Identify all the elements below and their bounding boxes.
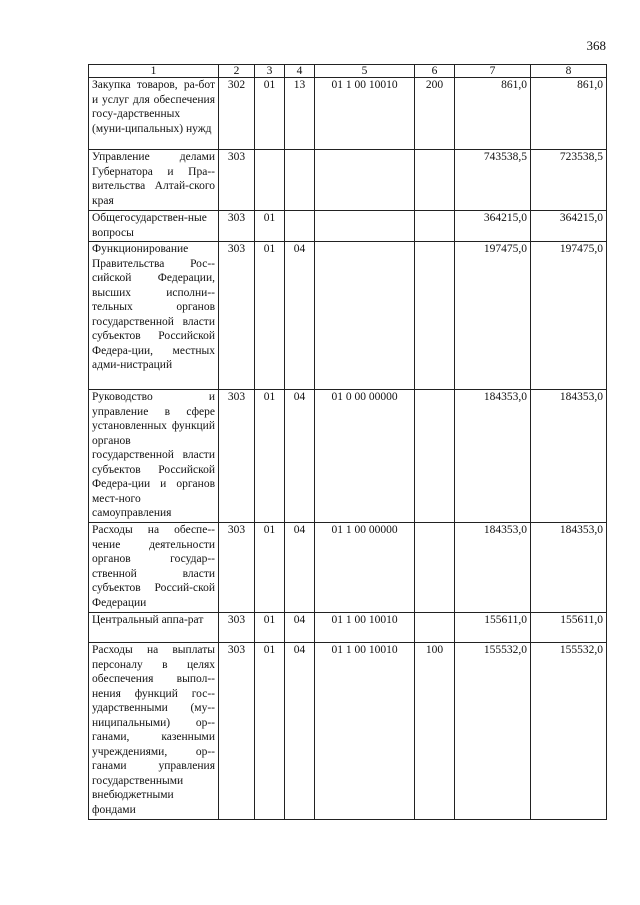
expense-type-cell: 100 (415, 643, 455, 820)
target-article-cell: 01 1 00 00000 (315, 523, 415, 613)
column-header: 8 (531, 65, 607, 78)
section-code-cell: 01 (255, 242, 285, 390)
column-header: 6 (415, 65, 455, 78)
ministry-code-cell: 303 (219, 211, 255, 242)
section-code-cell: 01 (255, 523, 285, 613)
amount-year1-cell: 184353,0 (455, 390, 531, 523)
row-name-cell: Расходы на обеспе-чение деятельности органов государ-ственной власти субъектов Россий-ской Федерации (89, 523, 219, 613)
amount-year1-cell: 364215,0 (455, 211, 531, 242)
column-header: 3 (255, 65, 285, 78)
amount-year1-cell: 155611,0 (455, 613, 531, 643)
amount-year2-cell: 364215,0 (531, 211, 607, 242)
expense-type-cell (415, 242, 455, 390)
amount-year1-cell: 743538,5 (455, 150, 531, 211)
subsection-code-cell: 04 (285, 523, 315, 613)
row-name-cell: Закупка товаров, ра-бот и услуг для обеспечения госу-дарственных (муни-ципальных) нужд (89, 78, 219, 150)
amount-year2-cell: 723538,5 (531, 150, 607, 211)
subsection-code-cell: 04 (285, 643, 315, 820)
subsection-code-cell: 04 (285, 613, 315, 643)
amount-year2-cell: 155532,0 (531, 643, 607, 820)
column-header: 7 (455, 65, 531, 78)
ministry-code-cell: 303 (219, 643, 255, 820)
expense-type-cell (415, 390, 455, 523)
amount-year1-cell: 861,0 (455, 78, 531, 150)
table-header-row (89, 65, 607, 78)
page-number: 368 (586, 38, 606, 53)
subsection-code-cell: 04 (285, 390, 315, 523)
section-code-cell: 01 (255, 78, 285, 150)
table-row (89, 150, 607, 211)
table-row (89, 613, 607, 643)
row-name-cell: Руководство и управление в сфере установленных функций органов государственной власти субъектов Российской Федера-ции и органов мест-ного самоуправления (89, 390, 219, 523)
ministry-code-cell: 303 (219, 390, 255, 523)
subsection-code-cell (285, 150, 315, 211)
amount-year1-cell: 184353,0 (455, 523, 531, 613)
expense-type-cell (415, 613, 455, 643)
section-code-cell: 01 (255, 613, 285, 643)
ministry-code-cell: 303 (219, 150, 255, 211)
target-article-cell (315, 150, 415, 211)
row-name-cell: Управление делами Губернатора и Пра-вительства Алтай-ского края (89, 150, 219, 211)
section-code-cell: 01 (255, 211, 285, 242)
table-row (89, 242, 607, 390)
row-name-cell: Общегосударствен-ные вопросы (89, 211, 219, 242)
subsection-code-cell: 04 (285, 242, 315, 390)
subsection-code-cell: 13 (285, 78, 315, 150)
target-article-cell (315, 211, 415, 242)
ministry-code-cell: 303 (219, 242, 255, 390)
subsection-code-cell (285, 211, 315, 242)
amount-year1-cell: 155532,0 (455, 643, 531, 820)
expense-type-cell (415, 523, 455, 613)
row-name-cell: Функционирование Правительства Рос-сийской Федерации, высших исполни-тельных органов государственной власти субъектов Российской Федера-ции, местных адми-нистраций (89, 242, 219, 390)
table-row (89, 523, 607, 613)
table-row (89, 211, 607, 242)
budget-table (88, 64, 607, 820)
amount-year1-cell: 197475,0 (455, 242, 531, 390)
column-header: 2 (219, 65, 255, 78)
ministry-code-cell: 302 (219, 78, 255, 150)
ministry-code-cell: 303 (219, 613, 255, 643)
target-article-cell: 01 1 00 10010 (315, 613, 415, 643)
row-name-cell: Расходы на выплаты персоналу в целях обеспечения выпол-нения функций гос-ударственными (му-ниципальными) ор-ганами, казенными учреждениями, ор-ганами управления государственными внебюджетными фондами (89, 643, 219, 820)
ministry-code-cell: 303 (219, 523, 255, 613)
table-row (89, 78, 607, 150)
section-code-cell: 01 (255, 643, 285, 820)
amount-year2-cell: 184353,0 (531, 523, 607, 613)
amount-year2-cell: 155611,0 (531, 613, 607, 643)
amount-year2-cell: 861,0 (531, 78, 607, 150)
target-article-cell (315, 242, 415, 390)
expense-type-cell: 200 (415, 78, 455, 150)
expense-type-cell (415, 211, 455, 242)
section-code-cell (255, 150, 285, 211)
amount-year2-cell: 197475,0 (531, 242, 607, 390)
column-header: 5 (315, 65, 415, 78)
expense-type-cell (415, 150, 455, 211)
column-header: 1 (89, 65, 219, 78)
row-name-cell: Центральный аппа-рат (89, 613, 219, 643)
table-row (89, 643, 607, 820)
target-article-cell: 01 1 00 10010 (315, 643, 415, 820)
section-code-cell: 01 (255, 390, 285, 523)
target-article-cell: 01 1 00 10010 (315, 78, 415, 150)
table-row (89, 390, 607, 523)
amount-year2-cell: 184353,0 (531, 390, 607, 523)
column-header: 4 (285, 65, 315, 78)
target-article-cell: 01 0 00 00000 (315, 390, 415, 523)
